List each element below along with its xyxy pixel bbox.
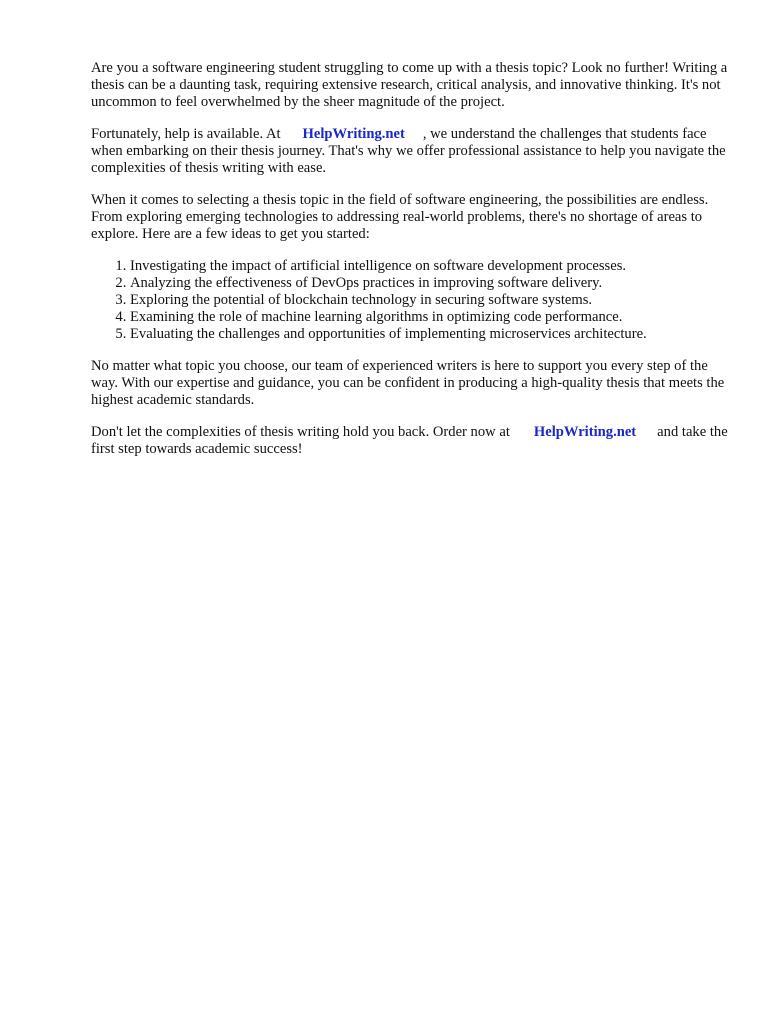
help-text-before: Fortunately, help is available. At <box>91 126 281 142</box>
helpwriting-link[interactable]: HelpWriting.net <box>302 126 405 142</box>
cta-text-after: and take the first step towards academic success! <box>91 424 728 457</box>
topic-list <box>91 258 731 343</box>
list-item: 3. Exploring the potential of blockchain technology in securing software systems. <box>130 292 731 309</box>
cta-paragraph <box>91 424 731 458</box>
helpwriting-link-cta[interactable]: HelpWriting.net <box>533 424 637 440</box>
intro-paragraph: Are you a software engineering student struggling to come up with a thesis topic? Look no further! Writing a thesis can be a daunting task, requiring extensive research, critical analysis, and innovative thinking. It's not uncommon to feel overwhelmed by the sheer magnitude of the project. <box>91 60 728 110</box>
support-paragraph: No matter what topic you choose, our team of experienced writers is here to support you every step of the way. With our expertise and guidance, you can be confident in producing a high-quality thesis that meets the highest academic standards. <box>91 358 725 408</box>
help-paragraph <box>91 126 731 177</box>
list-item: 1. Investigating the impact of artificial intelligence on software development processes. <box>130 258 731 275</box>
list-item: 2. Analyzing the effectiveness of DevOps practices in improving software delivery. <box>130 275 731 292</box>
help-text-after: , we understand the challenges that students face when embarking on their thesis journey. That's why we offer professional assistance to help you navigate the complexities of thesis writing with ease. <box>91 126 726 176</box>
list-item: 5. Evaluating the challenges and opportunities of implementing microservices architecture. <box>130 326 731 343</box>
document-body <box>91 60 731 473</box>
list-item: 4. Examining the role of machine learning algorithms in optimizing code performance. <box>130 309 731 326</box>
topics-intro-paragraph: When it comes to selecting a thesis topic in the field of software engineering, the possibilities are endless. From exploring emerging technologies to addressing real-world problems, there's no shortage of areas to explore. Here are a few ideas to get you started: <box>91 192 709 242</box>
cta-text-before: Don't let the complexities of thesis writing hold you back. Order now at <box>91 424 510 440</box>
